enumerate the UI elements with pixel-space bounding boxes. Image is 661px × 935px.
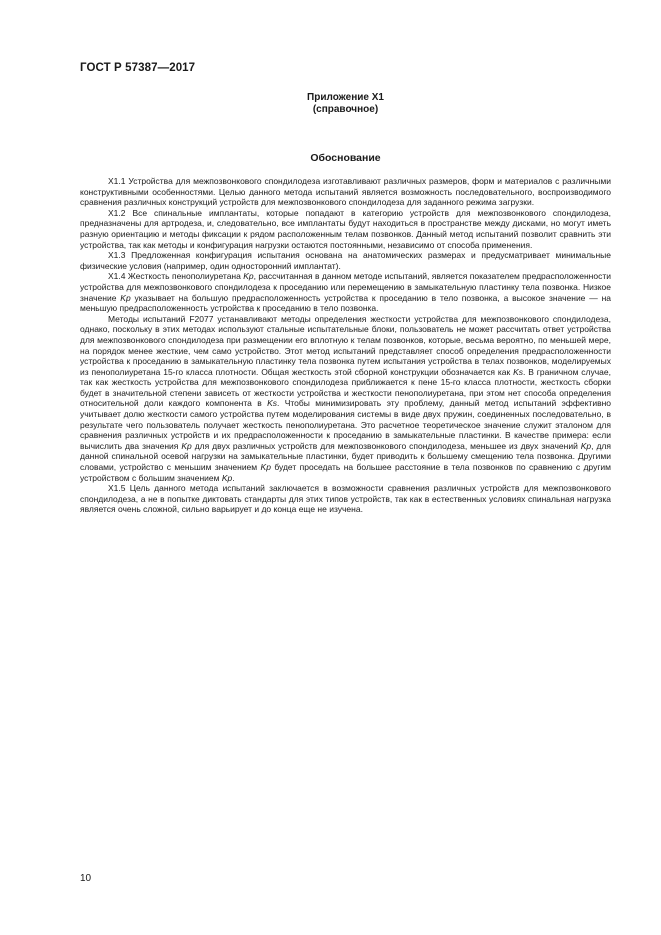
appendix-title: Приложение Х1 [307, 92, 384, 103]
symbol-kp: Kp [120, 292, 131, 303]
symbol-kp: Kp [260, 462, 271, 473]
paragraph-x1-3: Х1.3 Предложенная конфигурация испытания основана на анатомических размерах и предусматривает минимальные физические условия (например, один односторонний имплантат). [80, 250, 611, 271]
paragraph-x1-1: Х1.1 Устройства для межпозвонкового спондилодеза изготавливают различных размеров, форм и материалов с различными конструктивными особенностями. Целью данного метода испытаний является возможность последовательного, воспроизводимого сравнения различных конструкций устройств для межпозвонкового спондилодеза для заданного режима загрузки. [80, 176, 611, 208]
appendix-subtitle: (справочное) [312, 104, 379, 115]
symbol-ks: Ks [513, 366, 524, 377]
symbol-kp: Kp [243, 271, 254, 282]
symbol-kp: Kp [181, 440, 192, 451]
symbol-ks: Ks [267, 398, 278, 409]
paragraph-x1-2: Х1.2 Все спинальные имплантаты, которые попадают в категорию устройств для межпозвонкового спондилодеза, предназначены для артродеза, и, следовательно, все имплантаты будут находиться в пространстве между дисками, но могут иметь разную ориентацию и методы фиксации к рядом расположенным телам позвонков. Данный метод испытаний позволит сравнить эти устройства, так как методы и конфигурация нагрузки остаются постоянными, независимо от способа применения. [80, 207, 611, 250]
appendix-block [80, 92, 611, 116]
page-number: 10 [80, 873, 92, 884]
symbol-kp: Kp [580, 440, 592, 451]
paragraph-x1-5: Х1.5 Цель данного метода испытаний заключается в возможности сравнения различных устройств для межпозвонкового спондилодеза, а не в попытке диктовать стандарты для этих типов устройств, так как в естественных условиях спинальная нагрузка является очень сложной, сильно варьирует и до конца еще не изучена. [80, 483, 611, 515]
body-text [80, 176, 611, 515]
symbol-kp: Kp [221, 472, 233, 483]
section-heading: Обоснование [310, 152, 381, 164]
standard-designation: ГОСТ Р 57387—2017 [80, 62, 196, 74]
paragraph-x1-4: Х1.4 Жесткость пенополиуретана Kp, рассчитанная в данном методе испытаний, является показателем предрасположенности устройства для межпозвонкового спондилодеза к проседанию или перемещению в замыкательную пластинку тела позвонка. Низкое значение Kp указывает на большую предрасположенность устройства к проседанию в тело позвонка, а высокое значение — на меньшую предрасположенность устройства к проседанию в тело позвонка. [80, 271, 611, 314]
paragraph-f2077-methods: Методы испытаний F2077 устанавливают методы определения жесткости устройства для межпозвонкового спондилодеза, однако, поскольку в этих методах используют стальные испытательные блоки, пользователь не может рассчитать ответ устройства для межпозвонкового спондилодеза при размещении его вплотную к телам позвонков, которые, весьма вероятно, по меньшей мере, на порядок менее жесткие, чем само устройство. Этот метод испытаний представляет способ определения предрасположенности устройства к проседанию в замыкательную пластинку тела позвонка путем испытания устройства в телах позвонков, моделируемых из пенополиуретана 15-го класса плотности. Общая жесткость этой сборной конструкции обозначается как Ks. В граничном случае, так как жесткость устройства для межпозвонкового спондилодеза приближается к пене 15-го класса плотности, жесткость сборки будет в значительной степени зависеть от жесткости устройства и жесткости пенополиуретана, при этом нет способа определения относительной доли каждого компонента в Ks. Чтобы минимизировать эту проблему, данный метод испытаний эффективно учитывает долю жесткости самого устройства путем моделирования системы в виде двух пружин, соединенных последовательно, в результате чего пользователь получает жесткость пенополиуретана. Это расчетное теоретическое значение служит эталоном для сравнения различных устройств и их предрасположенности к проседанию в замыкательные пластинки. В качестве примера: если вычислить два значения Kp для двух различных устройств для межпозвонкового спондилодеза, меньшее из двух значений Kp, для данной спинальной осевой нагрузки на замыкательные пластинки, будет приводить к большему смещению тела позвонка. Другими словами, устройство с меньшим значением Kp будет проседать на большее расстояние в тела позвонков по сравнению с другим устройством с большим значением Kp. [80, 313, 612, 483]
